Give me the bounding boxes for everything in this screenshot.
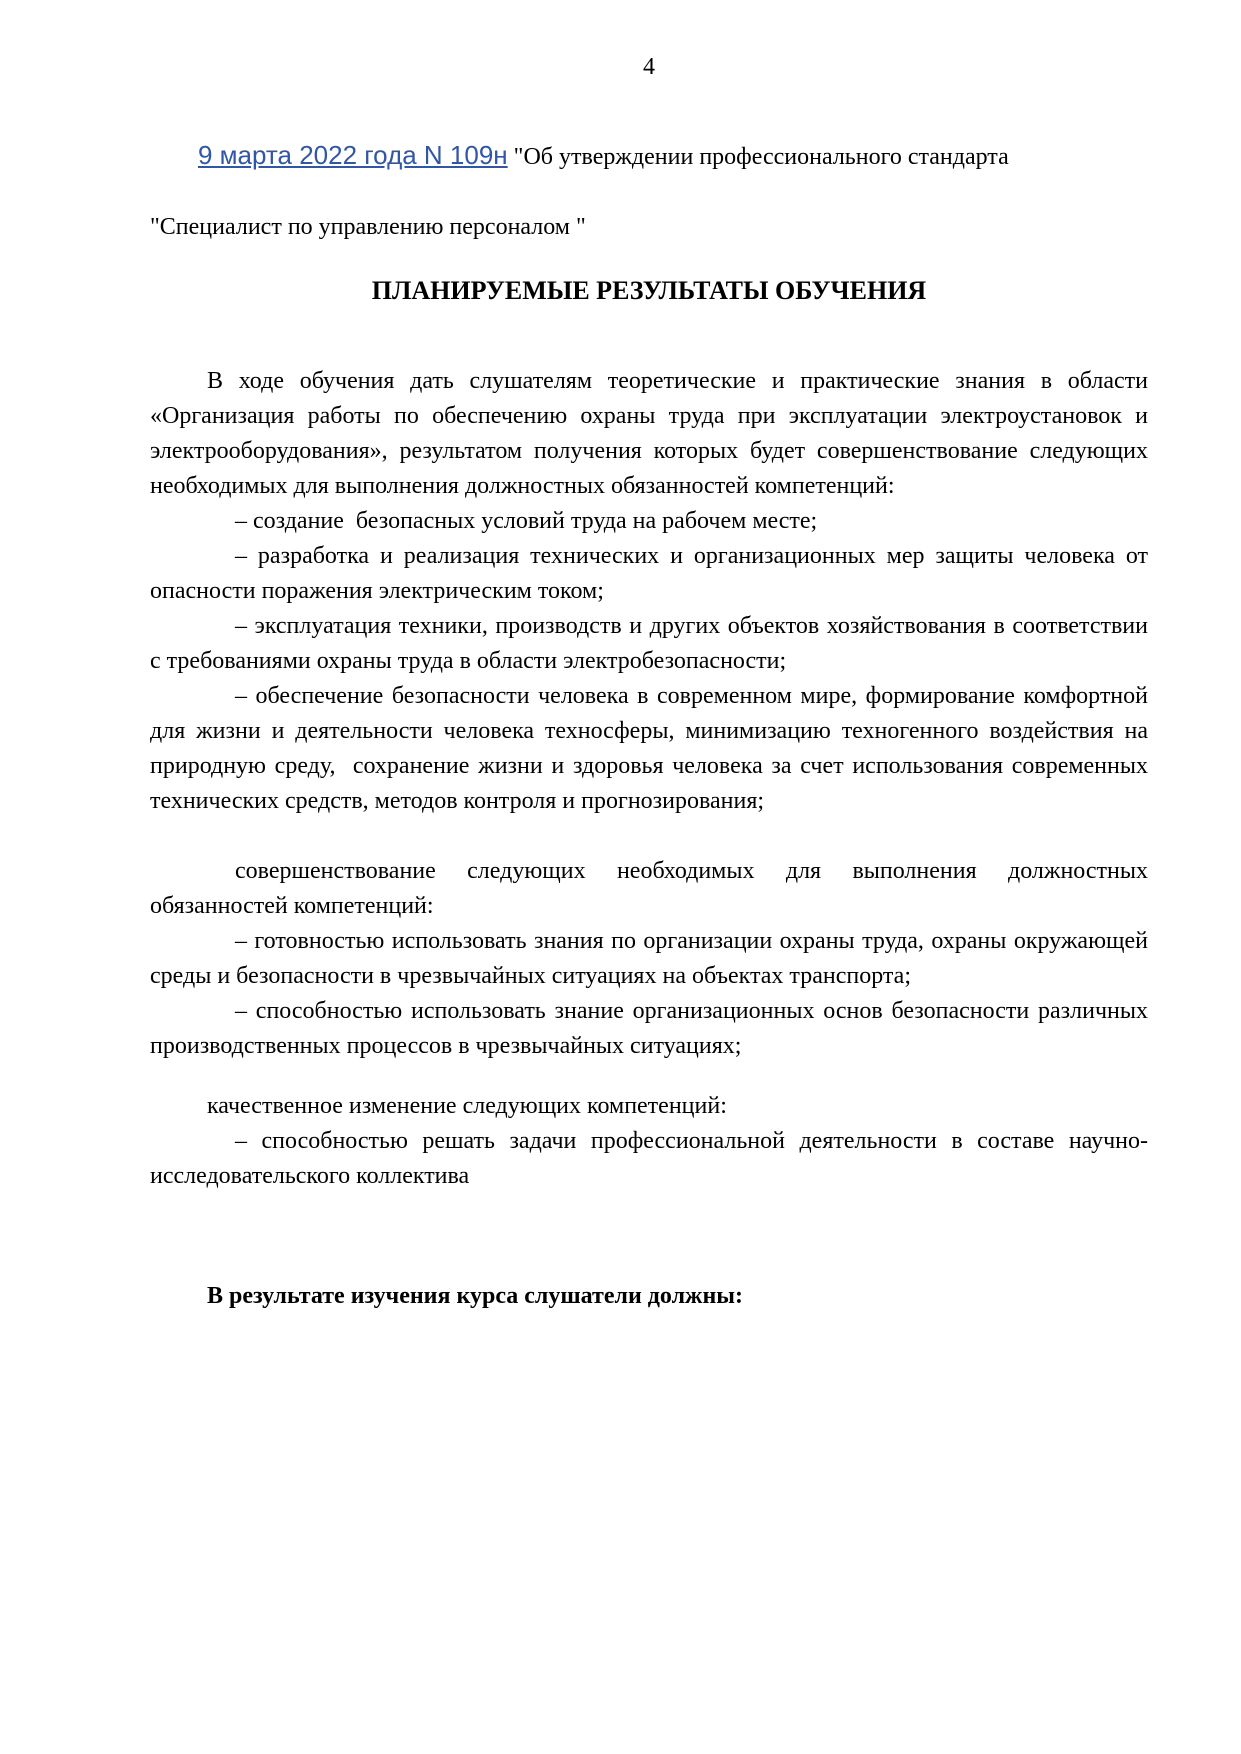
header-paragraph	[150, 103, 1148, 245]
section-heading: ПЛАНИРУЕМЫЕ РЕЗУЛЬТАТЫ ОБУЧЕНИЯ	[371, 276, 927, 305]
bullet-item: – создание безопасных условий труда на рабочем месте;	[235, 508, 818, 534]
bullet-item: – эксплуатация техники, производств и других объектов хозяйствования в соответствии с требованиями охраны труда в области электробезопасности;	[150, 613, 1154, 674]
bullet-item: – способностью решать задачи профессиональной деятельности в составе научно- исследовательского коллектива	[150, 1128, 1154, 1189]
paragraph-improvement: совершенствование следующих необходимых для выполнения должностных обязанностей компетенций:	[150, 858, 1154, 919]
bullet-item: – обеспечение безопасности человека в современном мире, формирование комфортной для жизни и деятельности человека техносферы, минимизацию техногенного воздействия на природную среду, сохранение жизни и здоровья человека за счет использования современных технических средств, методов контроля и прогнозирования;	[150, 683, 1154, 814]
closing-bold-line: В результате изучения курса слушатели должны:	[207, 1283, 744, 1309]
document-content	[150, 0, 1154, 1314]
paragraph-quality-change: качественное изменение следующих компетенций:	[207, 1093, 727, 1119]
bullet-item: – готовностью использовать знания по организации охраны труда, охраны окружающей среды и безопасности в чрезвычайных ситуациях на объектах транспорта;	[150, 928, 1154, 989]
bullet-item: – способностью использовать знание организационных основ безопасности различных производственных процессов в чрезвычайных ситуациях;	[150, 998, 1154, 1059]
header-line-1	[150, 103, 1148, 210]
page-number: 4	[643, 54, 655, 80]
paragraph-intro: В ходе обучения дать слушателям теоретические и практические знания в области «Организация работы по обеспечению охраны труда при эксплуатации электроустановок и электрооборудования», результатом получения которых будет совершенствование следующих необходимых для выполнения должностных обязанностей компетенций:	[150, 368, 1154, 499]
header-line-2: "Специалист по управлению персоналом "	[150, 214, 586, 240]
header-line1-text: "Об утверждении профессионального стандарта	[507, 144, 1009, 170]
document-date-link[interactable]: 9 марта 2022 года N 109н	[198, 140, 508, 170]
bullet-item: – разработка и реализация технических и организационных мер защиты человека от опасности поражения электрическим током;	[150, 543, 1154, 604]
